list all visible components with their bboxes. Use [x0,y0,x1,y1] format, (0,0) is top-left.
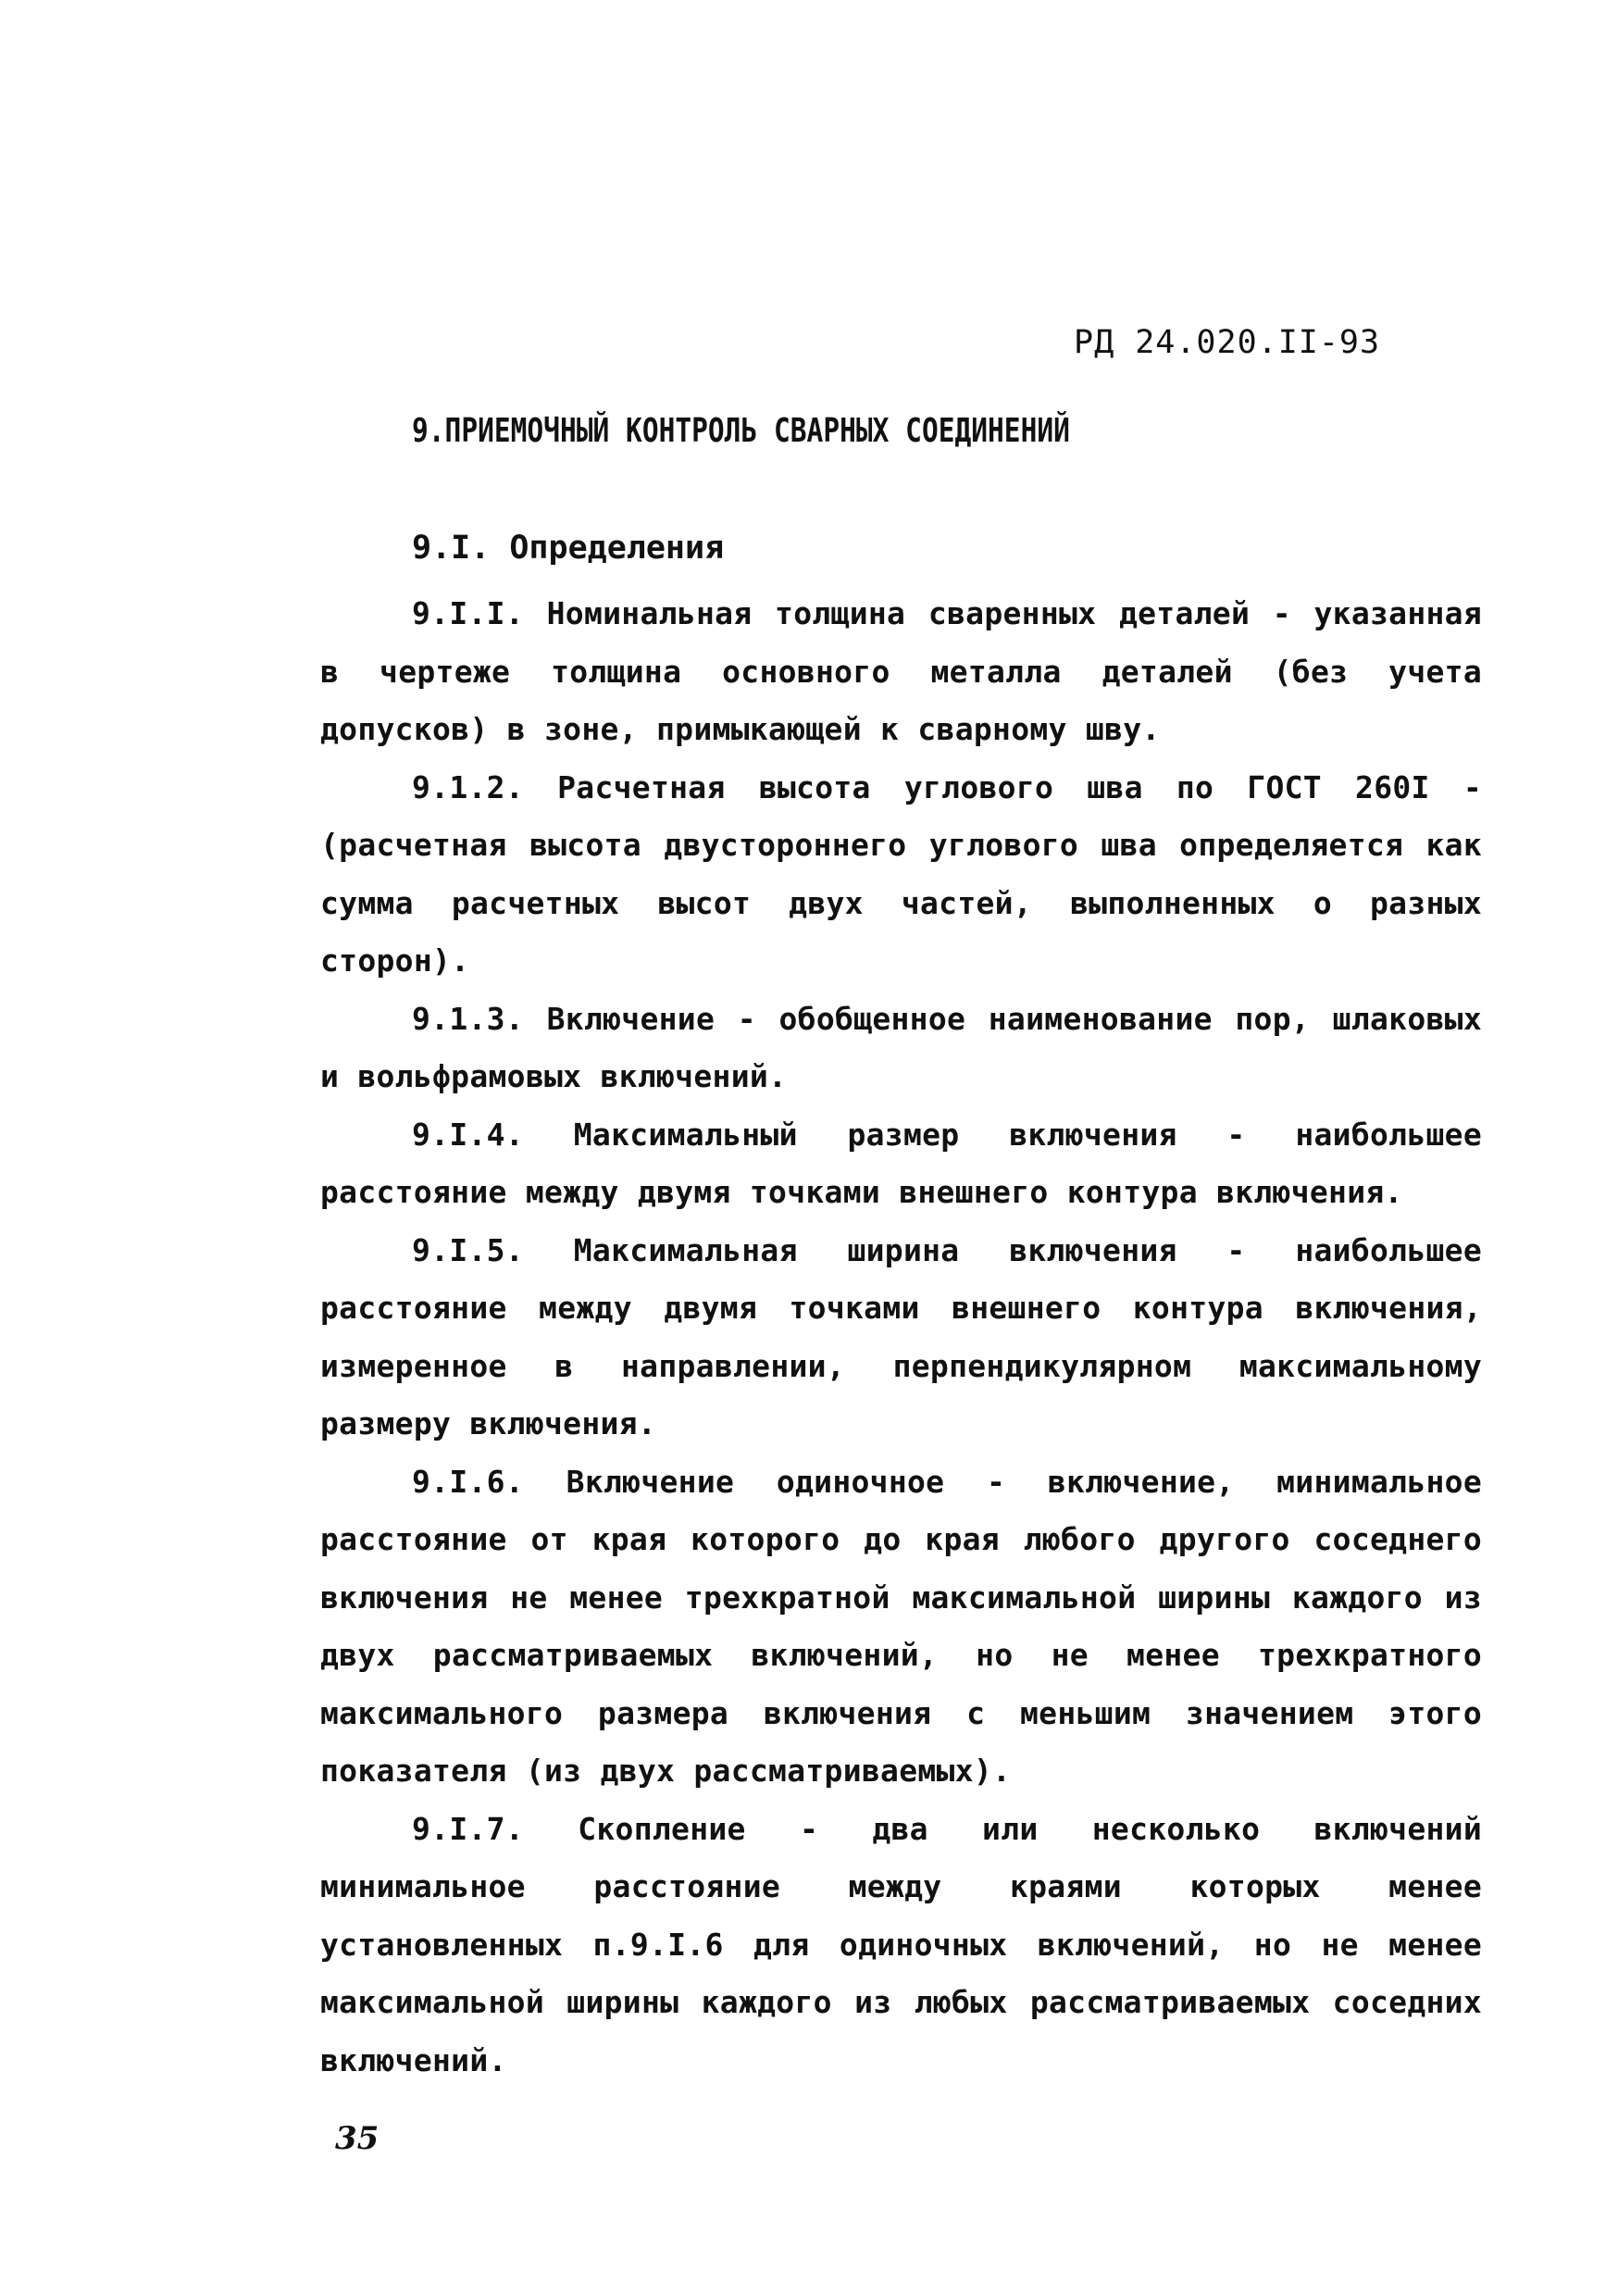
section-title: 9.ПРИЕМОЧНЫЙ КОНТРОЛЬ СВАРНЫХ СОЕДИНЕНИЙ [412,412,1070,450]
definition-paragraph: 9.I.7. Скопление - два или несколько включений минимальное расстояние между краями которых менее установленных п.9.I.6 для одиночных включений, но не менее максимальной ширины каждого из любых рассматриваемых соседних включений. [320,1810,1482,2078]
subsection-title: 9.I. Определения [412,530,725,567]
definition-paragraph: 9.I.6. Включение одиночное - включение, минимальное расстояние от края которого до края любого другого соседнего включения не менее трехкратной максимальной ширины каждого из двух рассматриваемых включений, но не менее трехкратного максимального размера включения с меньшим значением этого показателя (из двух рассматриваемых). [320,1463,1482,1789]
definition-paragraph: 9.I.5. Максимальная ширина включения - наибольшее расстояние между двумя точками внешнего контура включения, измеренное в направлении, перпендикулярном максимальному размеру включения. [320,1231,1482,1441]
definition-paragraph: 9.I.I. Номинальная толщина сваренных деталей - указанная в чертеже толщина основного металла деталей (без учета допусков) в зоне, примыкающей к сварному шву. [320,595,1482,747]
definition-paragraph: 9.1.2. Расчетная высота углового шва по ГОСТ 260I - (расчетная высота двустороннего углового шва определяется как сумма расчетных высот двух частей, выполненных о разных сторон). [320,768,1482,979]
definition-paragraph: 9.1.3. Включение - обобщенное наименование пор, шлаковых и вольфрамовых включений. [320,1000,1482,1094]
definition-paragraph: 9.I.4. Максимальный размер включения - наибольшее расстояние между двумя точками внешнего контура включения. [320,1116,1482,1210]
document-code: РД 24.020.II-93 [1074,324,1381,361]
page-number: 35 [335,2120,380,2157]
definitions-body [320,585,1482,2090]
